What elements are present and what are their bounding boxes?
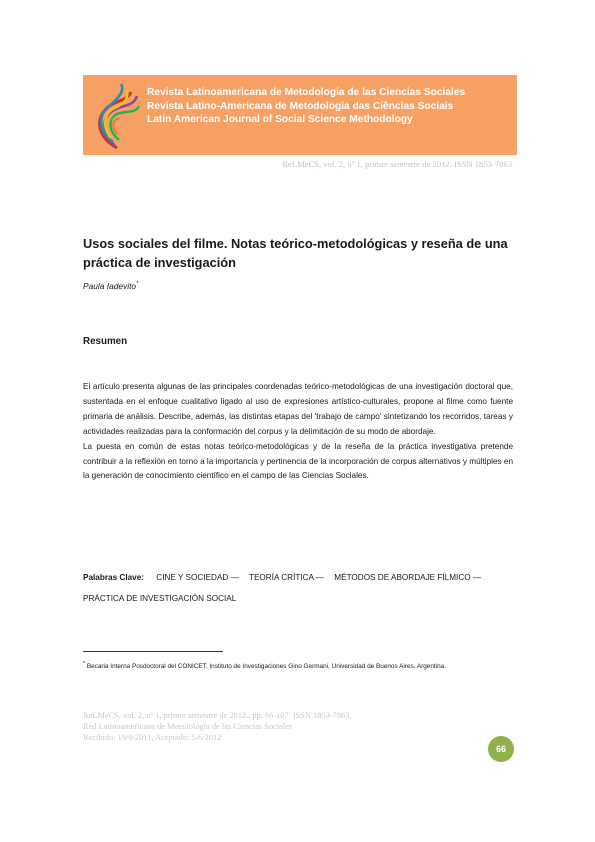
abstract-heading: Resumen [83, 336, 128, 347]
page-footer [83, 710, 351, 744]
author-footnote-marker[interactable]: * [136, 281, 139, 288]
footnote-text: Becaria Interna Posdoctoral del CONICET, Instituto de Investigaciones Gino Germani, Universidad de Buenos Aires, Argentina. [86, 663, 446, 671]
keywords-label: Palabras Clave: [83, 573, 144, 582]
abstract-paragraph: El artículo presenta algunas de las principales coordenadas teórico-metodológicas de una investigación doctoral que, sustentada en el enfoque cualitativo ligado al uso de expresiones artístico-culturales, propone al filme como fuente primaria de análisis. Describe, además, las distintas etapas del 'trabajo de campo' sintetizando los recorridos, tareas y actividades realizadas para la conformación del corpus y la delimitación de su modo de abordaje. [83, 382, 513, 436]
abstract-body [83, 380, 513, 484]
keyword: TEORÍA CRÍTICA — [248, 573, 324, 582]
keyword: PRÁCTICA DE INVESTIGACIÓN SOCIAL [83, 594, 237, 603]
article-title: Usos sociales del filme. Notas teórico-metodológicas y reseña de una práctica de investigación [83, 236, 508, 270]
journal-banner [83, 75, 517, 155]
author-name: Paula Iadevito [83, 281, 137, 291]
abstract-paragraph: La puesta en común de estas notas teórico-metodológicas y de la reseña de la práctica investigativa pretende contribuir a la reflexión en torno a la importancia y pertinencia de la incorporación de corpus alternativos y múltiples en la generación de conocimiento científico en el campo de las Ciencias Sociales. [83, 441, 513, 481]
page-number-badge: 66 [488, 736, 514, 762]
journal-title-es: Revista Latinoamericana de Metodología de las Ciencias Sociales [147, 87, 466, 98]
journal-title-en: Latin American Journal of Social Science Methodology [147, 114, 413, 125]
keywords [83, 567, 519, 609]
keyword: CINE Y SOCIEDAD — [156, 573, 239, 582]
footer-citation: ReLMeCS, vol. 2, nº 1, primer semestre de 2012., pp. 66-107. ISSN 1853-7863. [83, 711, 352, 720]
footnote-marker: * [83, 661, 86, 667]
footer-journal: Red Latinoamericana de Metodología de las Ciencias Sociales [83, 722, 293, 732]
footnote [83, 658, 513, 673]
swirl-logo-icon [87, 80, 143, 152]
author-line [83, 281, 138, 291]
journal-title-pt: Revista Latino-Americana de Metodologia das Ciências Sociais [147, 100, 454, 112]
keyword: MÉTODOS DE ABORDAJE FÍLMICO — [334, 573, 482, 582]
footer-dates: Recibido: 19/9/2011, Aceptado: 5/6/2012 [83, 733, 222, 743]
footnote-divider [83, 651, 223, 652]
issue-line: ReLMeCS, vol. 2, nº 1, primer semestre de 2012. ISSN 1853-7863 [282, 159, 512, 169]
